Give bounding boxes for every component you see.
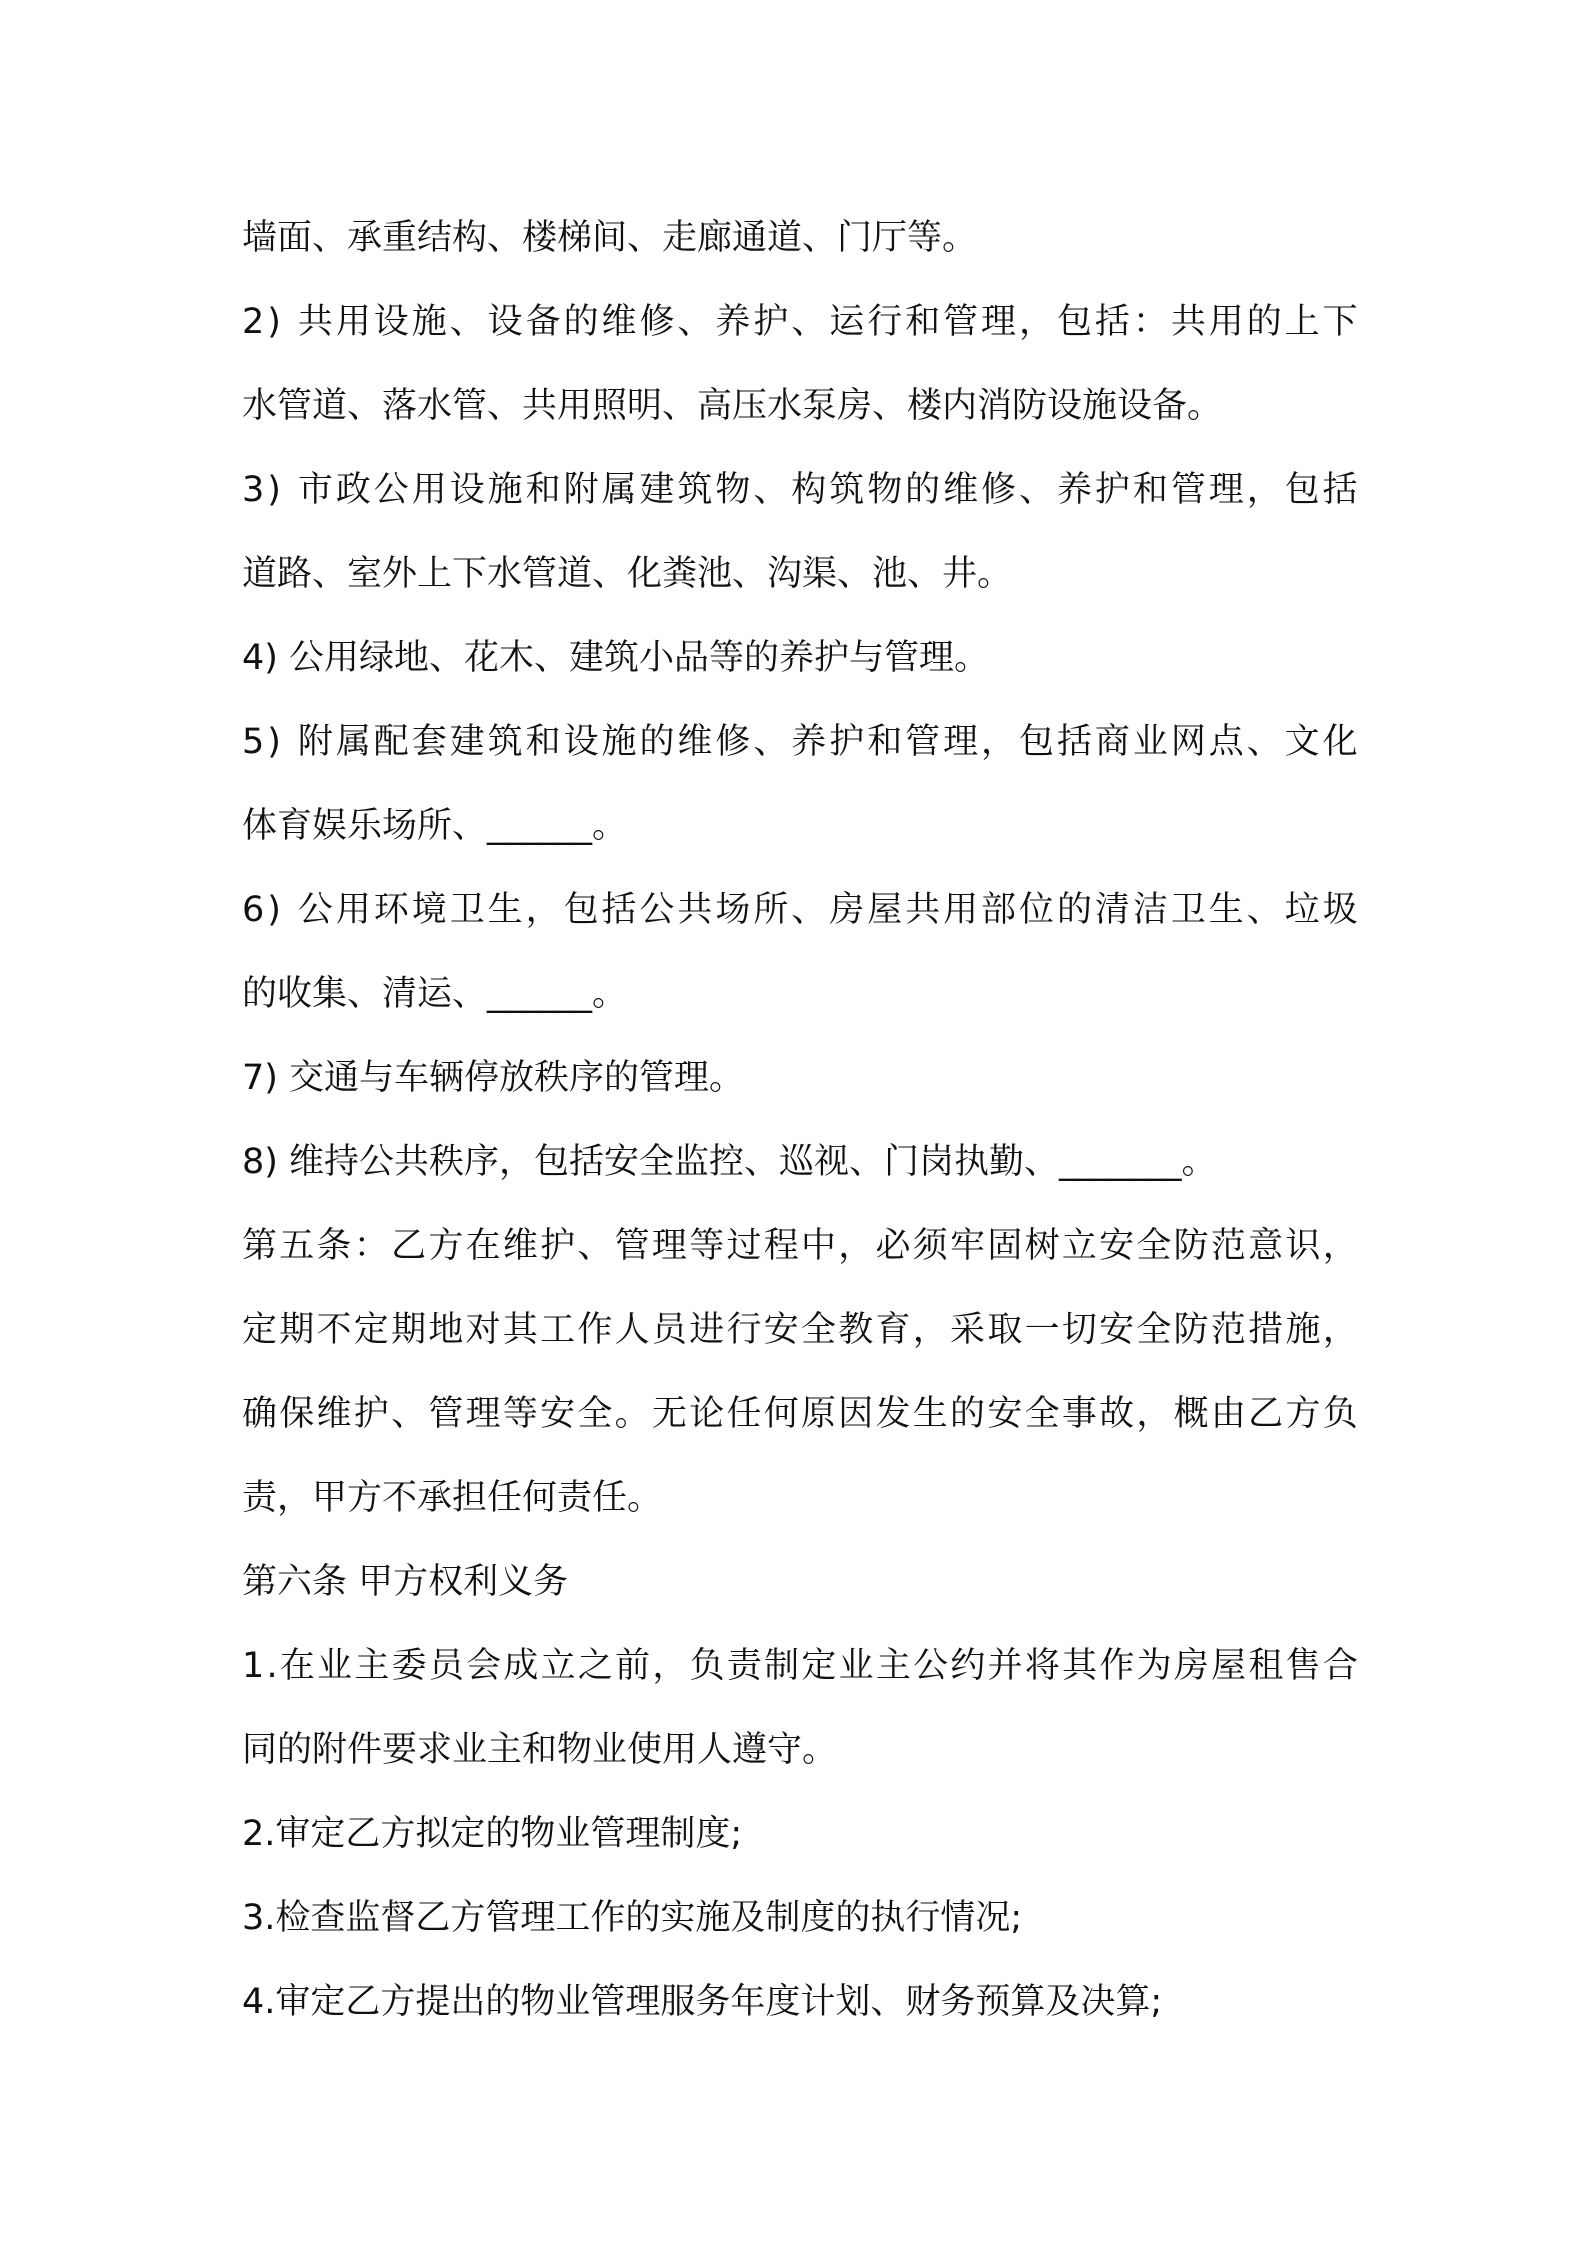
text-char: ， [912, 1310, 948, 1350]
text-char: 筑 [829, 470, 865, 510]
text-char: 、 [1246, 722, 1282, 762]
text-char [284, 280, 295, 364]
text-char: 括 [1094, 302, 1130, 342]
text-char: 理 [943, 722, 979, 762]
text-char: 行 [726, 1310, 762, 1350]
text-char: 主 [875, 1646, 911, 1686]
text-char: 网 [1170, 722, 1206, 762]
text-char: 筑 [487, 722, 523, 762]
text-char: 理 [1208, 470, 1244, 510]
text-char: 设 [373, 302, 409, 342]
text-char: 施 [1285, 1310, 1321, 1350]
text-char: 3 [242, 470, 265, 510]
text-char: 修 [981, 470, 1017, 510]
text-char: 房 [829, 890, 865, 930]
text-line-15 [242, 1372, 1358, 1456]
text-char: 、 [1019, 470, 1055, 510]
text-char: 文 [1284, 722, 1320, 762]
text-char: 安 [540, 1394, 576, 1434]
text-char: 不 [316, 1310, 352, 1350]
text-char: 维 [943, 470, 979, 510]
text-char: 建 [639, 470, 675, 510]
text-line-16: 责，甲方不承担任何责任。 [242, 1478, 663, 1518]
text-char: 安 [1099, 1226, 1135, 1266]
text-char: 防 [1173, 1226, 1209, 1266]
text-char: ， [525, 890, 561, 930]
text-char: 共 [1170, 302, 1206, 342]
text-char: 。 [614, 1394, 650, 1434]
text-char: 全 [800, 1310, 836, 1350]
text-line-18 [242, 1624, 1358, 1708]
text-char: 生 [1208, 890, 1244, 930]
text-char: 护 [829, 722, 865, 762]
text-char: 防 [1173, 1310, 1209, 1350]
text-char: 、 [753, 470, 789, 510]
text-char: 乙 [391, 1226, 427, 1266]
text-char: ， [838, 1226, 874, 1266]
text-char: 公 [373, 470, 409, 510]
text-char: 属 [335, 722, 371, 762]
text-char: 识 [1285, 1226, 1321, 1266]
text-char: 修 [639, 302, 675, 342]
text-char: 生 [912, 1394, 948, 1434]
text-char: 卫 [449, 890, 485, 930]
text-char: 责 [726, 1646, 762, 1686]
text-char: 、 [1246, 890, 1282, 930]
text-char: ， [1322, 1310, 1358, 1350]
text-char: 的 [1246, 302, 1282, 342]
text-char: 概 [1173, 1394, 1209, 1434]
text-char: 并 [987, 1646, 1023, 1686]
text-char: 论 [689, 1394, 725, 1434]
text-char: 过 [726, 1226, 762, 1266]
text-char: 养 [1056, 470, 1092, 510]
text-char: 括 [1322, 470, 1358, 510]
text-char: 理 [651, 1226, 687, 1266]
text-char: 安 [1099, 1310, 1135, 1350]
text-char: ) [267, 722, 281, 762]
text-char: 等 [502, 1394, 538, 1434]
text-char: 、 [449, 302, 485, 342]
text-char: 人 [614, 1310, 650, 1350]
text-char: 立 [540, 1646, 576, 1686]
text-char: 维 [677, 722, 713, 762]
text-char: 作 [1099, 1646, 1135, 1686]
text-char: 包 [1284, 470, 1320, 510]
text-line-3: 水管道、落水管、共用照明、高压水泵房、楼内消防设施设备。 [242, 386, 1223, 426]
text-char: ： [1132, 302, 1168, 342]
text-char: 方 [428, 1226, 464, 1266]
text-char: 理 [981, 302, 1017, 342]
text-char: 施 [411, 302, 447, 342]
text-char: 共 [905, 890, 941, 930]
text-char: 生 [487, 890, 523, 930]
text-char: 员 [428, 1646, 464, 1686]
text-char: 租 [1248, 1646, 1284, 1686]
text-char: 何 [763, 1394, 799, 1434]
text-char: 牢 [950, 1226, 986, 1266]
text-char: ： [353, 1226, 389, 1266]
text-char: 的 [563, 302, 599, 342]
text-char: 范 [1210, 1226, 1246, 1266]
text-char: ) [267, 470, 281, 510]
text-char: 护 [540, 1226, 576, 1266]
text-char: 和 [1132, 470, 1168, 510]
text-line-11: 7) 交通与车辆停放秩序的管理。 [242, 1058, 745, 1098]
text-char: 用 [1208, 302, 1244, 342]
text-char: 负 [689, 1646, 725, 1686]
text-line-17: 第六条 甲方权利义务 [242, 1562, 569, 1602]
text-char: 合 [1322, 1646, 1358, 1686]
text-char: 维 [502, 1226, 538, 1266]
text-char: 等 [689, 1226, 725, 1266]
text-char: 固 [987, 1226, 1023, 1266]
text-char: 定 [801, 1646, 837, 1686]
text-char: 物 [715, 470, 751, 510]
text-char: 管 [943, 302, 979, 342]
text-char: 卫 [1170, 890, 1206, 930]
text-char: 附 [563, 470, 599, 510]
text-char: ) [267, 890, 281, 930]
text-char: 在 [465, 1226, 501, 1266]
text-char: 共 [297, 302, 333, 342]
text-char: 树 [1024, 1226, 1060, 1266]
text-char: 行 [867, 302, 903, 342]
text-char: 清 [1094, 890, 1130, 930]
text-char: 房 [1173, 1646, 1209, 1686]
text-char: ， [1246, 470, 1282, 510]
text-char: 保 [279, 1394, 315, 1434]
text-char: 环 [373, 890, 409, 930]
text-char: 屋 [867, 890, 903, 930]
text-char: 教 [838, 1310, 874, 1350]
text-char: 包 [1056, 302, 1092, 342]
text-char: 用 [411, 470, 447, 510]
text-char: 进 [689, 1310, 725, 1350]
text-char: 其 [502, 1310, 538, 1350]
text-char: 2 [242, 302, 265, 342]
text-char: 化 [1322, 722, 1358, 762]
text-char: 立 [1061, 1226, 1097, 1266]
text-char: 地 [428, 1310, 464, 1350]
text-char: 市 [297, 470, 333, 510]
text-char: 育 [875, 1310, 911, 1350]
text-char: 设 [487, 302, 523, 342]
text-char: 全 [1136, 1310, 1172, 1350]
text-char: . [266, 1646, 278, 1686]
text-char: 五 [279, 1226, 315, 1266]
text-line-22: 4.审定乙方提出的物业管理服务年度计划、财务预算及决算; [242, 1982, 1163, 2022]
text-char: 、 [391, 1394, 427, 1434]
text-char: 的 [1056, 890, 1092, 930]
text-char: ， [1019, 302, 1055, 342]
text-char: 成 [503, 1646, 539, 1686]
text-char: 运 [829, 302, 865, 342]
text-char: 制 [764, 1646, 800, 1686]
text-char: 下 [1322, 302, 1358, 342]
text-char: 屋 [1211, 1646, 1247, 1686]
text-char: 会 [466, 1646, 502, 1686]
text-char: 所 [753, 890, 789, 930]
text-char: 售 [1285, 1646, 1321, 1686]
text-char: 护 [353, 1394, 389, 1434]
text-char: 对 [465, 1310, 501, 1350]
text-char: 须 [912, 1226, 948, 1266]
text-char: 意 [1248, 1226, 1284, 1266]
text-char: 物 [867, 470, 903, 510]
text-char: 公 [297, 890, 333, 930]
text-char: 位 [1019, 890, 1055, 930]
text-char [284, 868, 295, 952]
text-char: 维 [601, 302, 637, 342]
text-line-6: 4) 公用绿地、花木、建筑小品等的养护与管理。 [242, 638, 990, 678]
text-char: 和 [525, 470, 561, 510]
text-char: 建 [449, 722, 485, 762]
text-char: 养 [791, 722, 827, 762]
text-char: 套 [411, 722, 447, 762]
text-char: 公 [913, 1646, 949, 1686]
text-char: 的 [950, 1394, 986, 1434]
text-char: 业 [317, 1646, 353, 1686]
text-char: 维 [316, 1394, 352, 1434]
text-char: 和 [867, 722, 903, 762]
text-line-9 [242, 868, 1358, 952]
text-char: 期 [391, 1310, 427, 1350]
text-char: 工 [540, 1310, 576, 1350]
text-char: 任 [726, 1394, 762, 1434]
text-char: 政 [335, 470, 371, 510]
text-char: 由 [1210, 1394, 1246, 1434]
text-char: 业 [838, 1646, 874, 1686]
text-line-12: 8) 维持公共秩序，包括安全监控、巡视、门岗执勤、_______。 [242, 1142, 1217, 1182]
text-char: 、 [677, 302, 713, 342]
text-char: 6 [242, 890, 265, 930]
text-char: 修 [715, 722, 751, 762]
text-char: 期 [279, 1310, 315, 1350]
text-char: 定 [353, 1310, 389, 1350]
text-char: 的 [639, 722, 675, 762]
text-char: 、 [791, 890, 827, 930]
text-char: 之 [577, 1646, 613, 1686]
text-char: 上 [1284, 302, 1320, 342]
text-char: ) [267, 302, 281, 342]
text-char: 方 [1285, 1394, 1321, 1434]
text-char: 的 [905, 470, 941, 510]
text-char: 范 [1210, 1310, 1246, 1350]
text-char: 将 [1024, 1646, 1060, 1686]
text-char: 因 [838, 1394, 874, 1434]
text-char: 业 [1132, 722, 1168, 762]
text-char: 用 [943, 890, 979, 930]
text-char: 程 [763, 1226, 799, 1266]
text-char: 必 [875, 1226, 911, 1266]
text-char: 、 [753, 722, 789, 762]
text-line-7 [242, 700, 1358, 784]
text-char: 共 [677, 890, 713, 930]
text-char: 前 [615, 1646, 651, 1686]
text-line-21: 3.检查监督乙方管理工作的实施及制度的执行情况; [242, 1898, 1023, 1938]
text-line-13 [242, 1204, 1358, 1288]
text-char: 配 [373, 722, 409, 762]
text-char: 定 [242, 1310, 278, 1350]
text-line-4 [242, 448, 1358, 532]
text-char: 全 [1136, 1226, 1172, 1266]
text-char: 管 [1170, 470, 1206, 510]
text-char: 施 [487, 470, 523, 510]
text-char: ， [981, 722, 1017, 762]
text-char: 作 [577, 1310, 613, 1350]
text-char: 措 [1248, 1310, 1284, 1350]
text-char: 括 [1056, 722, 1092, 762]
text-char: 附 [297, 722, 333, 762]
text-char: 括 [601, 890, 637, 930]
text-char: 故 [1099, 1394, 1135, 1434]
text-char: 商 [1094, 722, 1130, 762]
text-line-1: 墙面、承重结构、楼梯间、走廊通道、门厅等。 [242, 218, 978, 258]
text-line-19: 同的附件要求业主和物业使用人遵守。 [242, 1730, 838, 1770]
text-char: 主 [354, 1646, 390, 1686]
text-char: 安 [763, 1310, 799, 1350]
text-char: 用 [335, 890, 371, 930]
text-char: 发 [875, 1394, 911, 1434]
text-char: 无 [651, 1394, 687, 1434]
text-char: 负 [1322, 1394, 1358, 1434]
document-body [242, 196, 1358, 2044]
text-char: 原 [800, 1394, 836, 1434]
text-char: 中 [800, 1226, 836, 1266]
text-char: 乙 [1248, 1394, 1284, 1434]
text-char: 和 [525, 722, 561, 762]
text-char: 设 [563, 722, 599, 762]
text-char: 洁 [1132, 890, 1168, 930]
text-line-5: 道路、室外上下水管道、化粪池、沟渠、池、井。 [242, 554, 1013, 594]
text-char: 包 [1019, 722, 1055, 762]
text-char: 确 [242, 1394, 278, 1434]
text-line-20: 2.审定乙方拟定的物业管理制度; [242, 1814, 743, 1854]
text-line-2 [242, 280, 1358, 364]
text-char: 约 [950, 1646, 986, 1686]
text-char [284, 448, 295, 532]
text-char: 切 [1061, 1310, 1097, 1350]
text-char: 护 [753, 302, 789, 342]
text-char: 管 [614, 1226, 650, 1266]
text-char: 取 [987, 1310, 1023, 1350]
text-char: 其 [1062, 1646, 1098, 1686]
text-char: 境 [411, 890, 447, 930]
text-char: 事 [1061, 1394, 1097, 1434]
text-char: 在 [279, 1646, 315, 1686]
text-char: 垃 [1284, 890, 1320, 930]
text-char: 理 [465, 1394, 501, 1434]
text-line-8: 体育娱乐场所、______。 [242, 806, 628, 846]
text-char: 养 [715, 302, 751, 342]
text-char: 5 [242, 722, 265, 762]
text-char: 管 [905, 722, 941, 762]
text-char: 、 [577, 1226, 613, 1266]
text-char: 公 [639, 890, 675, 930]
text-char: 部 [981, 890, 1017, 930]
text-char: 委 [391, 1646, 427, 1686]
text-char: 点 [1208, 722, 1244, 762]
text-char: 包 [563, 890, 599, 930]
text-char: 为 [1136, 1646, 1172, 1686]
text-char: 和 [905, 302, 941, 342]
text-char: ， [1136, 1394, 1172, 1434]
text-char: 备 [525, 302, 561, 342]
text-char: 1 [242, 1646, 265, 1686]
text-char: 护 [1094, 470, 1130, 510]
text-char: 管 [428, 1394, 464, 1434]
text-char: 、 [791, 302, 827, 342]
text-char: 第 [242, 1226, 278, 1266]
text-char: 员 [651, 1310, 687, 1350]
text-char: 施 [601, 722, 637, 762]
text-line-10: 的收集、清运、______。 [242, 974, 628, 1014]
text-char: 安 [987, 1394, 1023, 1434]
text-char: 全 [1024, 1394, 1060, 1434]
text-line-14 [242, 1288, 1358, 1372]
text-char: 一 [1024, 1310, 1060, 1350]
text-char: 设 [449, 470, 485, 510]
text-char: 构 [791, 470, 827, 510]
text-char: 条 [316, 1226, 352, 1266]
text-char: 属 [601, 470, 637, 510]
text-char: 场 [715, 890, 751, 930]
text-char: 圾 [1322, 890, 1358, 930]
text-char: 用 [335, 302, 371, 342]
text-char: ， [1322, 1226, 1358, 1266]
text-char: 采 [950, 1310, 986, 1350]
text-char: 筑 [677, 470, 713, 510]
text-char [284, 700, 295, 784]
text-char: 全 [577, 1394, 613, 1434]
text-char: ， [652, 1646, 688, 1686]
